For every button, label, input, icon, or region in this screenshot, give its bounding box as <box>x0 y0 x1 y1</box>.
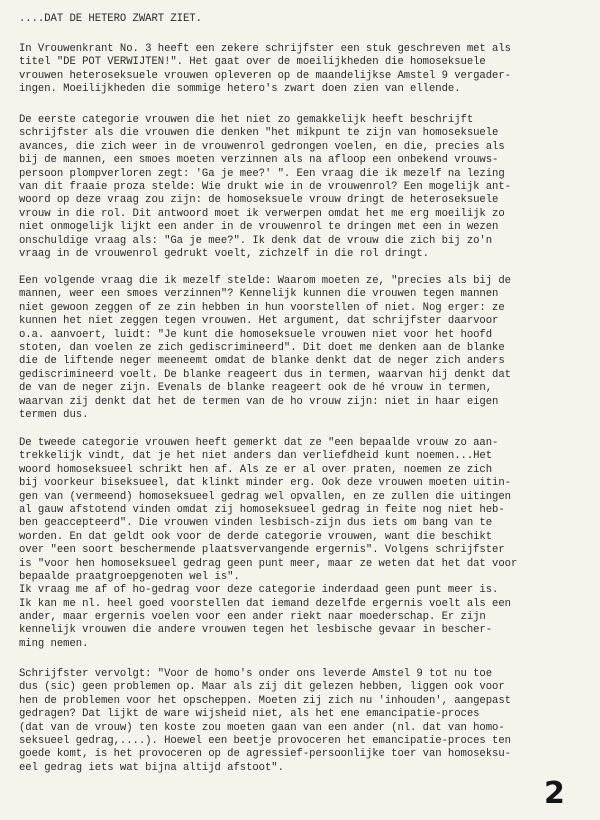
text-line: mannen, weer een smoes verzinnen"? Kennelijk kunnen die vrouwen tegen mannen <box>19 288 499 301</box>
text-line: titel "DE POT VERWIJTEN!". Het gaat over de moeilijkheden die homoseksuele <box>19 56 486 69</box>
text-line: ben geaccepteerd". Die vrouwen vinden lesbisch-zijn dus iets om bang van te <box>19 517 493 530</box>
page-title: ....DAT DE HETERO ZWART ZIET. <box>19 13 202 25</box>
text-line: o.a. aanvoert, luidt: "Je kunt die homoseksuele vrouwen niet voor het hoofd <box>19 328 493 341</box>
text-line: kennelijk vrouwen die andere vrouwen tegen het lesbische gevaar in bescher- <box>19 624 493 637</box>
text-line: van dit fraaie proza stelde: Wie drukt wie in de vrouwenrol? Een mogelijk ant- <box>19 180 511 193</box>
text-line: ander, maar ergernis voelen voor een ander riekt naar moederschap. Er zijn <box>19 611 486 624</box>
text-line: ming nemen. <box>19 637 89 650</box>
text-line: die de liftende neger meeneemt omdat de blanke denkt dat de neger zich anders <box>19 355 505 368</box>
text-line: kunnen het niet zeggen tegen vrouwen. Het argument, dat schrijfster daarvoor <box>19 315 499 328</box>
text-line: persoon plompverloren zegt: 'Ga je mee?' ". Een vraag die ik mezelf na lezing <box>19 167 505 180</box>
text-line: Ik kan me nl. heel goed voorstellen dat iemand dezelfde ergernis voelt als een <box>19 597 511 610</box>
paragraph-3 <box>19 275 589 422</box>
paragraph-5 <box>19 668 589 775</box>
text-line: bij de mannen, een smoes moeten verzinnen als na afloop een onbekend vrouws- <box>19 154 499 167</box>
text-line: ingen. Moeilijkheden die sommige hetero's zwart doen zien van ellende. <box>19 83 461 96</box>
text-line: dus (sic) geen problemen op. Maar als zij dit gelezen hebben, liggen ook voor <box>19 681 505 694</box>
text-line: vrouw in die rol. Dit antwoord moet ik verwerpen omdat het me erg moeilijk zo <box>19 207 505 220</box>
text-line: worden. En dat geldt ook voor de derde categorie vrouwen, want die beschikt <box>19 530 493 543</box>
text-line: is "voor hen homoseksueel gedrag geen punt meer, maar ze weten dat het dat voor <box>19 557 518 570</box>
text-line: stoten, dan voelen ze zich gediscrimineerd". Dit doet me denken aan de blanke <box>19 341 505 354</box>
text-line: schrijfster als die vrouwen die denken "het mikpunt te zijn van homoseksuele <box>19 127 499 140</box>
text-line: eel gedrag iets wat bijna altijd afstoot". <box>19 761 284 774</box>
text-line: De tweede categorie vrouwen heeft gemerkt dat ze "een bepaalde vrouw zo aan- <box>19 437 499 449</box>
text-line: seksueel gedrag,....). Hoewel een beetje provoceren het emancipatie-proces ten <box>19 734 511 747</box>
text-line: woord op deze vraag zou zijn: de homoseksuele vrouw dringt de heteroseksuele <box>19 194 499 207</box>
text-line: onschuldige vraag als: "Ga je mee?". Ik denk dat de vrouw die zich bij zo'n <box>19 234 493 247</box>
text-line: bij voorkeur biseksueel, dat klinkt minder erg. Ook deze vrouwen moeten uitin- <box>19 477 511 490</box>
text-line: In Vrouwenkrant No. 3 heeft een zekere schrijfster een stuk geschreven met als <box>19 43 511 55</box>
text-line: (dat van de vrouw) ten koste zou moeten gaan van een ander (nl. dat van homo- <box>19 721 505 734</box>
text-line: Ik vraag me af of ho-gedrag voor deze categorie inderdaad geen punt meer is. <box>19 584 499 597</box>
text-line: avances, die zich weer in de vrouwenrol gedrongen voelen, en die, precies als <box>19 140 505 153</box>
text-line: vrouwen heteroseksuele vrouwen opleveren op de maandelijkse Amstel 9 vergader- <box>19 69 511 82</box>
text-line: trekkelijk vindt, dat je het niet anders dan verliefdheid kunt noemen...Het <box>19 450 493 463</box>
text-line: Een volgende vraag die ik mezelf stelde: Waarom moeten ze, "precies als bij de <box>19 275 511 287</box>
text-line: hen de problemen voor het opscheppen. Moeten zij zich nu 'inhouden', aangepast <box>19 694 511 707</box>
text-line: gediscrimineerd voelt. De blanke reageert dus in termen, waarvan hij denkt dat <box>19 368 511 381</box>
paragraph-2 <box>19 114 589 261</box>
paragraph-4 <box>19 437 589 651</box>
text-line: De eerste categorie vrouwen die het niet zo gemakkelijk heeft beschrijft <box>19 114 474 126</box>
text-line: gen van (vermeend) homoseksueel gedrag wel opvallen, en ze zullen die uitingen <box>19 490 511 503</box>
page-number: 2 <box>544 776 565 811</box>
text-line: woord homoseksueel schrikt hen af. Als ze er al over praten, noemen ze zich <box>19 463 493 476</box>
text-line: goede komt, is het provoceren op de agressief-persoonlijke toer van homoseksu- <box>19 748 511 761</box>
text-line: bepaalde praatgroepgenoten wel is". <box>19 570 240 583</box>
text-line: termen dus. <box>19 408 89 421</box>
text-line: vraag in de vrouwenrol gedrukt voelt, zichzelf in die rol dringt. <box>19 247 429 260</box>
paragraph-1 <box>19 43 589 97</box>
text-line: Schrijfster vervolgt: "Voor de homo's onder ons leverde Amstel 9 tot nu toe <box>19 668 493 680</box>
text-line: over "een soort beschermende plaatsvervangende ergernis". Volgens schrijfster <box>19 544 505 557</box>
text-line: niet gewoon zeggen of ze zin hebben in hun voorstellen of niet. Nog erger: ze <box>19 301 505 314</box>
text-line: waarvan zij denkt dat het de termen van de ho vrouw zijn: niet in haar eigen <box>19 395 499 408</box>
text-line: gedragen? Dat lijkt de ware wijsheid niet, als het ene emancipatie-proces <box>19 708 480 721</box>
text-line: de van de neger zijn. Evenals de blanke reageert ook de hé vrouw in termen, <box>19 382 493 395</box>
text-line: niet onmogelijk lijkt een ander in de vrouwenrol te dringen met een in wezen <box>19 221 499 234</box>
text-line: al gauw afstotend vinden omdat zij homoseksueel gedrag in feite nog niet heb- <box>19 503 505 516</box>
